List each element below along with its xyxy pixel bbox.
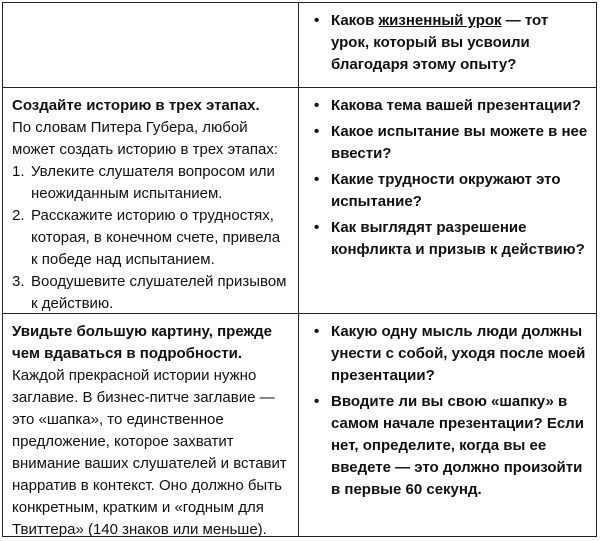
section-intro: По словам Питера Губера, любой может создать историю в трех этапах: [12, 119, 279, 158]
table-cell-questions [299, 314, 596, 536]
bullet-icon: • [314, 219, 320, 236]
section-heading: Увидьте большую картину, прежде чем вдаваться в подробности. [12, 323, 272, 362]
underlined-term: жизненный урок [378, 12, 502, 29]
list-item: • Как выглядят разрешение конфликта и призыв к действию? [314, 219, 585, 258]
list-item: 3. Воодушевите слушателей призывом к действию. [12, 273, 287, 312]
section-body: Каждой прекрасной истории нужно заглавие. В бизнес-питче заглавие — это «шапка», то единственное предложение, которое захватит внимание ваших слушателей и вставит нарратив в контекст. Оно должно быть конкретным, кратким и «годным для Твиттера» (140 знаков или меньше). [12, 367, 287, 538]
bullet-icon: • [314, 171, 320, 188]
list-item: • Какова тема вашей презентации? [313, 95, 588, 117]
table-row [3, 314, 596, 536]
table-row [3, 88, 596, 314]
question-list [313, 321, 588, 501]
bullet-icon: • [314, 393, 320, 410]
list-item: 1. Увлеките слушателя вопросом или неожиданным испытанием. [12, 163, 275, 202]
steps-list [12, 161, 290, 315]
comparison-table [2, 2, 597, 537]
list-item: • Какое испытание вы можете в нее ввести? [314, 123, 588, 162]
table-cell-questions [299, 88, 596, 313]
list-item: 2. Расскажите историю о трудностях, которая, в конечном счете, привела к победе над испытанием. [12, 207, 281, 268]
list-item: • Какие трудности окружают это испытание? [314, 171, 561, 210]
question-list [313, 95, 588, 261]
bullet-icon: • [314, 323, 320, 340]
list-item: • Вводите ли вы свою «шапку» в самом начале презентации? Если нет, определите, когда вы ее введете — это должно произойти в первые 60 секунд. [314, 393, 584, 498]
question-list [313, 10, 588, 76]
table-cell-empty [3, 3, 299, 87]
list-item: • Какую одну мысль люди должны унести с собой, уходя после моей презентации? [314, 323, 586, 384]
table-cell-advice [3, 88, 299, 313]
table-row [3, 3, 596, 88]
section-heading: Создайте историю в трех этапах. [12, 97, 260, 114]
table-cell-advice [3, 314, 299, 536]
bullet-icon: • [314, 123, 320, 140]
bullet-icon: • [314, 12, 320, 29]
list-item: • Каков жизненный урок — тот урок, который вы усвоили благодаря этому опыту? [314, 12, 549, 73]
bullet-icon: • [314, 97, 320, 114]
table-cell-questions [299, 3, 596, 87]
